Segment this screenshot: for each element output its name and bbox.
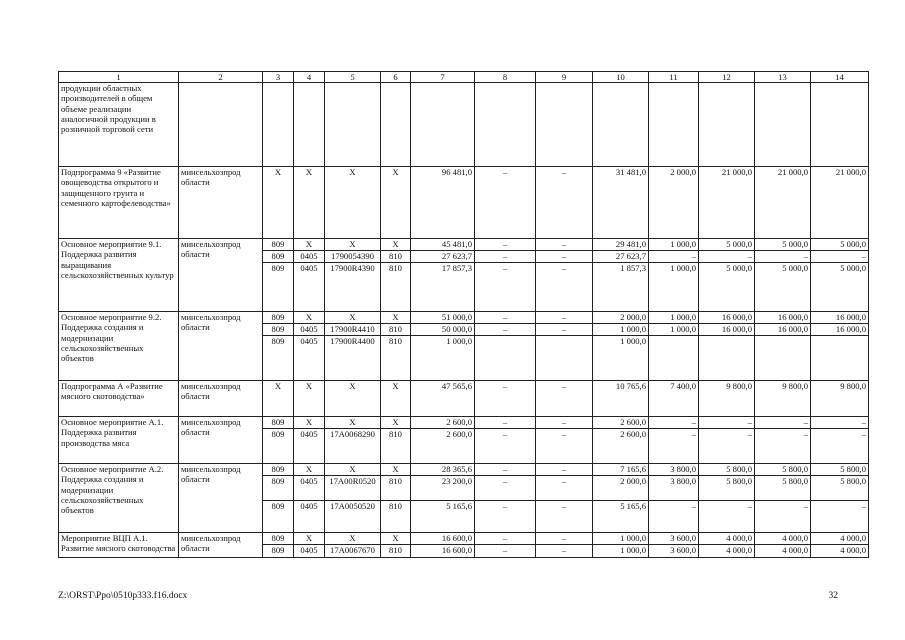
value-cell: 809 [263,464,294,476]
value-cell: 809 [263,533,294,545]
value-cell: 809 [263,312,294,324]
value-cell: 21 000,0 [811,167,869,239]
executor-cell: минсельхозпрод области [179,381,263,417]
column-number: 3 [263,72,294,83]
value-cell: 1 000,0 [593,533,649,545]
value-cell: 17А00R0520 [325,476,381,501]
value-cell: 0405 [294,336,325,381]
value-cell: 809 [263,476,294,501]
value-cell: 3 600,0 [649,533,699,545]
value-cell: 809 [263,251,294,263]
value-cell: 3 800,0 [649,476,699,501]
value-cell: 2 600,0 [411,417,475,429]
value-cell: 27 623,7 [593,251,649,263]
value-cell: Х [263,381,294,417]
table-row [59,83,869,167]
value-cell: Х [381,533,411,545]
value-cell [263,83,294,167]
column-number: 2 [179,72,263,83]
value-cell: – [811,251,869,263]
value-cell: 2 600,0 [411,429,475,464]
value-cell: 16 000,0 [811,324,869,336]
value-cell: 3 600,0 [649,545,699,558]
value-cell: – [475,251,536,263]
value-cell: – [649,429,699,464]
executor-cell: минсельхозпрод области [179,312,263,381]
value-cell: Х [294,533,325,545]
program-name-cell: Основное мероприятие А.2. Поддержка создания и модернизации сельскохозяйственных объектов [59,464,179,533]
value-cell: 4 000,0 [755,545,811,558]
value-cell: 7 165,6 [593,464,649,476]
column-number: 1 [59,72,179,83]
value-cell [475,83,536,167]
value-cell [649,83,699,167]
value-cell: 5 165,6 [593,501,649,533]
value-cell: 0405 [294,476,325,501]
value-cell: 21 000,0 [699,167,755,239]
value-cell: 809 [263,239,294,251]
value-cell [811,83,869,167]
value-cell: – [755,251,811,263]
value-cell: 28 365,6 [411,464,475,476]
value-cell: Х [381,381,411,417]
column-number: 12 [699,72,755,83]
value-cell [325,83,381,167]
value-cell: 809 [263,263,294,312]
table-row [59,464,869,476]
value-cell: – [475,381,536,417]
value-cell [699,336,755,381]
value-cell: 5 000,0 [699,239,755,251]
value-cell: – [536,312,593,324]
value-cell: – [536,239,593,251]
value-cell [593,83,649,167]
value-cell: 5 000,0 [699,263,755,312]
column-number: 11 [649,72,699,83]
program-name-cell: Основное мероприятие 9.1. Поддержка развития выращивания сельскохозяйственных культур [59,239,179,312]
table-row [59,417,869,429]
value-cell: 16 000,0 [699,324,755,336]
value-cell: – [536,251,593,263]
value-cell: – [475,476,536,501]
value-cell: – [536,324,593,336]
value-cell: – [475,263,536,312]
program-name-cell: Мероприятие ВЦП А.1. Развитие мясного скотоводства [59,533,179,558]
value-cell: 16 000,0 [811,312,869,324]
value-cell: Х [294,167,325,239]
value-cell: 51 000,0 [411,312,475,324]
value-cell: Х [325,167,381,239]
program-name-cell: продукции областных производителей в общем объеме реализации аналогичной продукции в розничной торговой сети [59,83,179,167]
value-cell: – [755,429,811,464]
program-name-cell: Основное мероприятие 9.2. Поддержка создания и модернизации сельскохозяйственных объектов [59,312,179,381]
value-cell: – [475,312,536,324]
value-cell: 810 [381,263,411,312]
value-cell: 17 857,3 [411,263,475,312]
value-cell: Х [325,417,381,429]
value-cell: 809 [263,429,294,464]
value-cell: 1 000,0 [593,336,649,381]
value-cell: 5 000,0 [755,239,811,251]
column-number: 5 [325,72,381,83]
value-cell: – [475,545,536,558]
value-cell: 2 000,0 [649,167,699,239]
column-number: 6 [381,72,411,83]
column-number: 14 [811,72,869,83]
value-cell: 0405 [294,263,325,312]
value-cell: 809 [263,417,294,429]
value-cell: Х [325,312,381,324]
executor-cell: минсельхозпрод области [179,239,263,312]
value-cell: – [649,251,699,263]
executor-cell: минсельхозпрод области [179,533,263,558]
value-cell: Х [325,533,381,545]
value-cell: – [536,501,593,533]
value-cell: 96 481,0 [411,167,475,239]
value-cell: – [699,417,755,429]
value-cell [811,336,869,381]
value-cell: 23 200,0 [411,476,475,501]
value-cell: Х [294,381,325,417]
page-number: 32 [828,591,838,601]
table-row [59,312,869,324]
value-cell: 810 [381,336,411,381]
column-number: 4 [294,72,325,83]
value-cell: Х [325,464,381,476]
value-cell: Х [294,239,325,251]
value-cell [699,83,755,167]
value-cell: – [536,167,593,239]
value-cell: – [475,417,536,429]
value-cell: Х [381,417,411,429]
value-cell: Х [381,239,411,251]
value-cell: 9 800,0 [755,381,811,417]
value-cell: 7 400,0 [649,381,699,417]
value-cell: – [699,501,755,533]
value-cell [536,336,593,381]
value-cell: – [475,324,536,336]
executor-cell: минсельхозпрод области [179,417,263,464]
value-cell: 5 000,0 [811,263,869,312]
value-cell: 810 [381,501,411,533]
table-row [59,239,869,251]
value-cell: 16 600,0 [411,533,475,545]
value-cell: – [755,501,811,533]
value-cell: 810 [381,476,411,501]
value-cell: 1 000,0 [649,239,699,251]
value-cell: 5 800,0 [811,464,869,476]
value-cell: – [699,251,755,263]
value-cell: Х [325,381,381,417]
value-cell: – [536,533,593,545]
value-cell: – [536,429,593,464]
value-cell [381,83,411,167]
value-cell: 5 165,6 [411,501,475,533]
executor-cell: минсельхозпрод области [179,464,263,533]
value-cell: – [475,464,536,476]
table-row [59,533,869,545]
value-cell: Х [381,312,411,324]
value-cell: 1790054390 [325,251,381,263]
value-cell: – [536,545,593,558]
document-path: Z:\ORST\Ppo\0510p333.f16.docx [58,591,188,601]
value-cell: 809 [263,545,294,558]
budget-table [58,71,869,558]
program-name-cell: Подпрограмма А «Развитие мясного скотоводства» [59,381,179,417]
value-cell: – [536,263,593,312]
value-cell: – [649,501,699,533]
table-row [59,381,869,417]
value-cell: 809 [263,501,294,533]
executor-cell: минсельхозпрод области [179,167,263,239]
value-cell: 47 565,6 [411,381,475,417]
value-cell: 10 765,6 [593,381,649,417]
value-cell: 3 800,0 [649,464,699,476]
value-cell: 5 800,0 [699,476,755,501]
value-cell [536,83,593,167]
value-cell: 4 000,0 [811,545,869,558]
value-cell: 5 800,0 [755,464,811,476]
value-cell: 21 000,0 [755,167,811,239]
value-cell: 810 [381,324,411,336]
value-cell: Х [325,239,381,251]
value-cell: – [475,239,536,251]
value-cell: 0405 [294,324,325,336]
value-cell: – [649,417,699,429]
value-cell: Х [294,464,325,476]
value-cell: 17А0067670 [325,545,381,558]
value-cell: 4 000,0 [699,545,755,558]
header-row [59,72,869,83]
value-cell: 4 000,0 [755,533,811,545]
value-cell: 1 000,0 [593,545,649,558]
value-cell: 0405 [294,429,325,464]
program-name-cell: Подпрограмма 9 «Развитие овощеводства открытого и защищенного грунта и семенного картофелеводства» [59,167,179,239]
value-cell: 29 481,0 [593,239,649,251]
value-cell: 5 000,0 [811,239,869,251]
value-cell: 45 481,0 [411,239,475,251]
value-cell: 17900R4390 [325,263,381,312]
value-cell: 17900R4410 [325,324,381,336]
value-cell: – [536,381,593,417]
value-cell: 17900R4400 [325,336,381,381]
value-cell: 810 [381,545,411,558]
value-cell: 2 000,0 [593,312,649,324]
value-cell: 16 000,0 [755,324,811,336]
value-cell: – [811,417,869,429]
value-cell: Х [294,312,325,324]
value-cell: 16 000,0 [755,312,811,324]
value-cell: – [475,533,536,545]
value-cell: 0405 [294,501,325,533]
value-cell: 5 800,0 [755,476,811,501]
value-cell: – [699,429,755,464]
value-cell: 4 000,0 [811,533,869,545]
value-cell: 1 857,3 [593,263,649,312]
value-cell: 809 [263,324,294,336]
column-number: 13 [755,72,811,83]
value-cell: 17А0050520 [325,501,381,533]
program-name-cell: Основное мероприятие А.1. Поддержка развития производства мяса [59,417,179,464]
value-cell: 1 000,0 [649,324,699,336]
value-cell: – [475,501,536,533]
value-cell: 1 000,0 [411,336,475,381]
value-cell: 31 481,0 [593,167,649,239]
executor-cell [179,83,263,167]
column-number: 9 [536,72,593,83]
column-number: 10 [593,72,649,83]
value-cell: 17А0068290 [325,429,381,464]
value-cell: – [536,417,593,429]
value-cell [294,83,325,167]
value-cell: 1 000,0 [649,312,699,324]
value-cell: – [811,429,869,464]
value-cell: 16 000,0 [699,312,755,324]
value-cell: Х [381,167,411,239]
value-cell: – [811,501,869,533]
value-cell: 0405 [294,251,325,263]
value-cell: Х [263,167,294,239]
value-cell: 16 600,0 [411,545,475,558]
value-cell: – [475,429,536,464]
value-cell: 9 800,0 [811,381,869,417]
value-cell: 4 000,0 [699,533,755,545]
value-cell [649,336,699,381]
value-cell: 1 000,0 [649,263,699,312]
value-cell: 810 [381,251,411,263]
value-cell: 5 000,0 [755,263,811,312]
value-cell [411,83,475,167]
value-cell: 5 800,0 [811,476,869,501]
value-cell [755,336,811,381]
column-number: 7 [411,72,475,83]
column-number: 8 [475,72,536,83]
value-cell: – [536,464,593,476]
value-cell: 2 600,0 [593,429,649,464]
value-cell: 50 000,0 [411,324,475,336]
value-cell: 809 [263,336,294,381]
value-cell: – [475,167,536,239]
value-cell: 9 800,0 [699,381,755,417]
value-cell: – [755,417,811,429]
value-cell: 27 623,7 [411,251,475,263]
value-cell: 810 [381,429,411,464]
value-cell: 1 000,0 [593,324,649,336]
value-cell: 5 800,0 [699,464,755,476]
value-cell: – [536,476,593,501]
value-cell [755,83,811,167]
value-cell: 0405 [294,545,325,558]
value-cell: Х [381,464,411,476]
value-cell: Х [294,417,325,429]
value-cell: 2 600,0 [593,417,649,429]
value-cell [475,336,536,381]
table-row [59,167,869,239]
value-cell: 2 000,0 [593,476,649,501]
